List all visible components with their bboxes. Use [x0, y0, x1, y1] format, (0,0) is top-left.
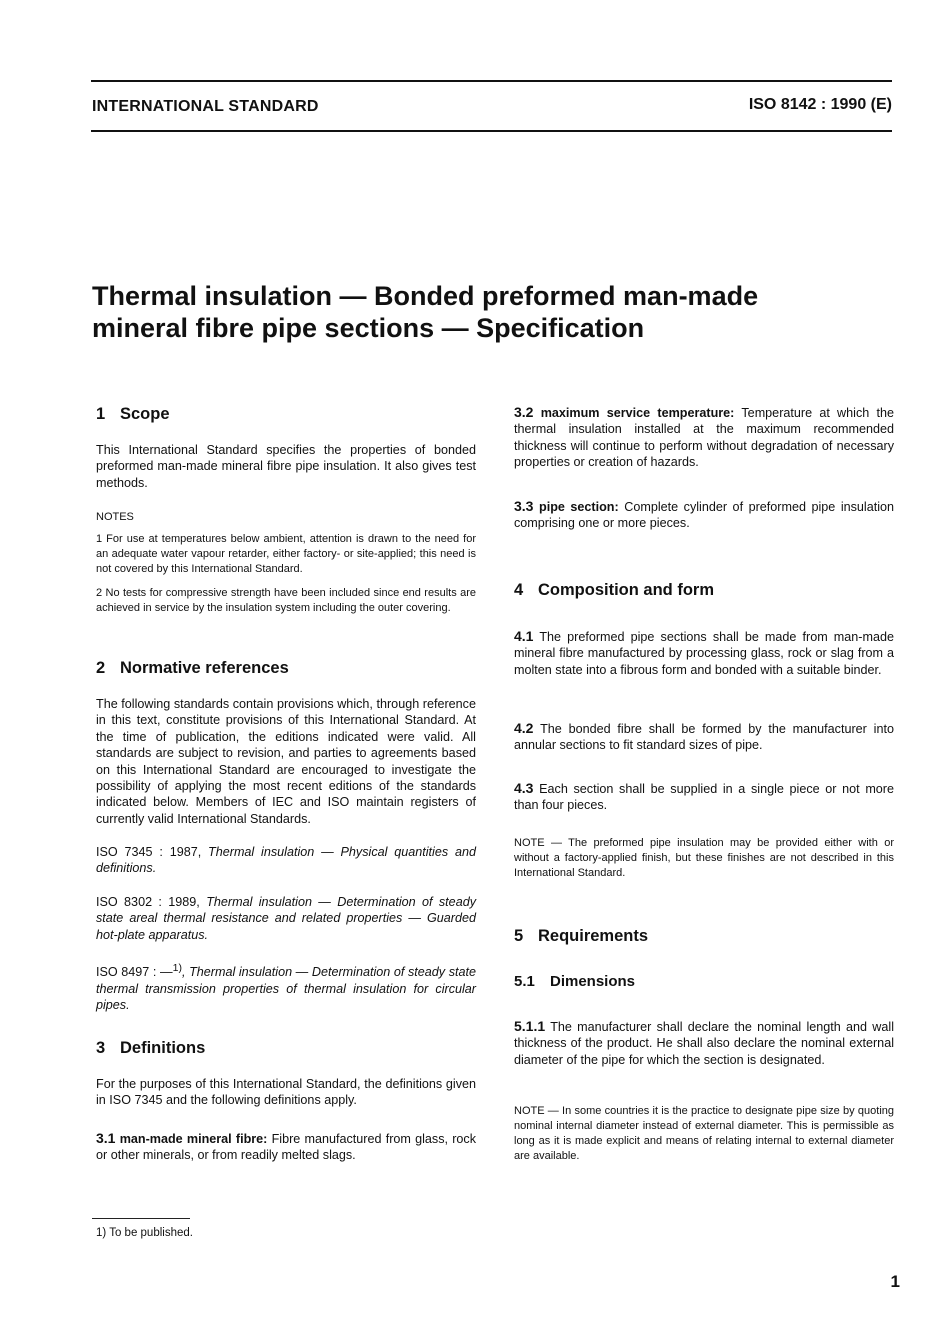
subsection-5-1-heading: 5.1 Dimensions — [514, 973, 636, 990]
normative-references-paragraph: The following standards contain provisions which, through reference in this text, constitute provisions of this International Standard. At the time of publication, the editions indicated were valid. All standards are subject to revision, and parties to agreements based on this International Standard are encouraged to investigate the possibility of applying the most recent editions of the standards indicated below. Members of IEC and ISO maintain registers of currently valid International Standards. — [96, 697, 476, 826]
section-2-heading: 2 Normative references — [96, 659, 289, 677]
header-rule-top — [91, 80, 892, 82]
clause-4-2: 4.2 The bonded fibre shall be formed by the manufacturer into annular sections to fit standard sizes of pipe. — [514, 720, 894, 753]
scope-paragraph: This International Standard specifies the properties of bonded preformed man-made mineral fibre pipe insulation. It also gives test methods. — [96, 443, 476, 490]
reference-iso-8497: ISO 8497 : —$^{1)}$, Thermal insulation — Determination of steady state thermal transmission properties of thermal insulation for circular pipes. — [96, 962, 476, 1012]
document-type: INTERNATIONAL STANDARD — [92, 98, 319, 115]
section-1-heading: 1 Scope — [96, 405, 170, 423]
definitions-intro: For the purposes of this International Standard, the definitions given in ISO 7345 and the following definitions apply. — [96, 1077, 476, 1108]
definition-3-2: 3.2 maximum service temperature: Temperature at which the thermal insulation installed at the maximum recommended thickness will continue to perform without degradation of necessary properties or creation of hazards. — [514, 404, 894, 470]
dimensions-note: NOTE — In some countries it is the practice to designate pipe size by quoting nominal internal diameter instead of external diameter. This is permissible as long as it is made explicit and means of relating internal to external diameter are available. — [514, 1105, 894, 1162]
definition-3-3: 3.3 pipe section: Complete cylinder of preformed pipe insulation comprising one or more pieces. — [514, 498, 895, 531]
note-1: 1 For use at temperatures below ambient, attention is drawn to the need for an adequate water vapour retarder, either factory- or site-applied; this need is not covered by this International Standard. — [96, 533, 476, 575]
note-2: 2 No tests for compressive strength have been included since end results are achieved in service by the insulation system including the outer covering. — [96, 587, 476, 614]
title-line-2: mineral fibre pipe sections — Specification — [92, 313, 645, 343]
footnote: 1) To be published. — [96, 1227, 193, 1239]
composition-note: NOTE — The preformed pipe insulation may be provided either with or without a factory-applied finish, but these finishes are not described in this International Standard. — [514, 837, 894, 879]
page-number: 1 — [890, 1272, 900, 1291]
section-5-heading: 5 Requirements — [514, 927, 649, 945]
footnote-rule — [92, 1218, 190, 1219]
title-line-1: Thermal insulation — Bonded preformed man-made — [92, 281, 759, 311]
section-3-heading: 3 Definitions — [96, 1039, 206, 1057]
clause-5-1-1: 5.1.1 The manufacturer shall declare the nominal length and wall thickness of the product. He shall also declare the nominal external diameter of the pipe for which the section is designated. — [514, 1018, 894, 1067]
clause-4-1: 4.1 The preformed pipe sections shall be made from man-made mineral fibre manufactured by processing glass, rock or slag from a molten state into a fibrous form and bonded with a suitable binder. — [514, 628, 894, 677]
section-4-heading: 4 Composition and form — [514, 581, 714, 599]
reference-iso-7345: ISO 7345 : 1987, Thermal insulation — Physical quantities and definitions. — [96, 845, 476, 876]
header-rule-bottom — [91, 130, 892, 132]
reference-iso-8302: ISO 8302 : 1989, Thermal insulation — Determination of steady state areal thermal resistance and related properties — Guarded hot-plate apparatus. — [96, 895, 476, 942]
standard-number: ISO 8142 : 1990 (E) — [748, 96, 892, 113]
notes-label: NOTES — [96, 511, 134, 523]
clause-4-3: 4.3 Each section shall be supplied in a single piece or not more than four pieces. — [514, 780, 895, 813]
document-title — [92, 280, 892, 344]
definition-3-1: 3.1 man-made mineral fibre: Fibre manufactured from glass, rock or other minerals, or from readily melted slags. — [96, 1130, 477, 1163]
